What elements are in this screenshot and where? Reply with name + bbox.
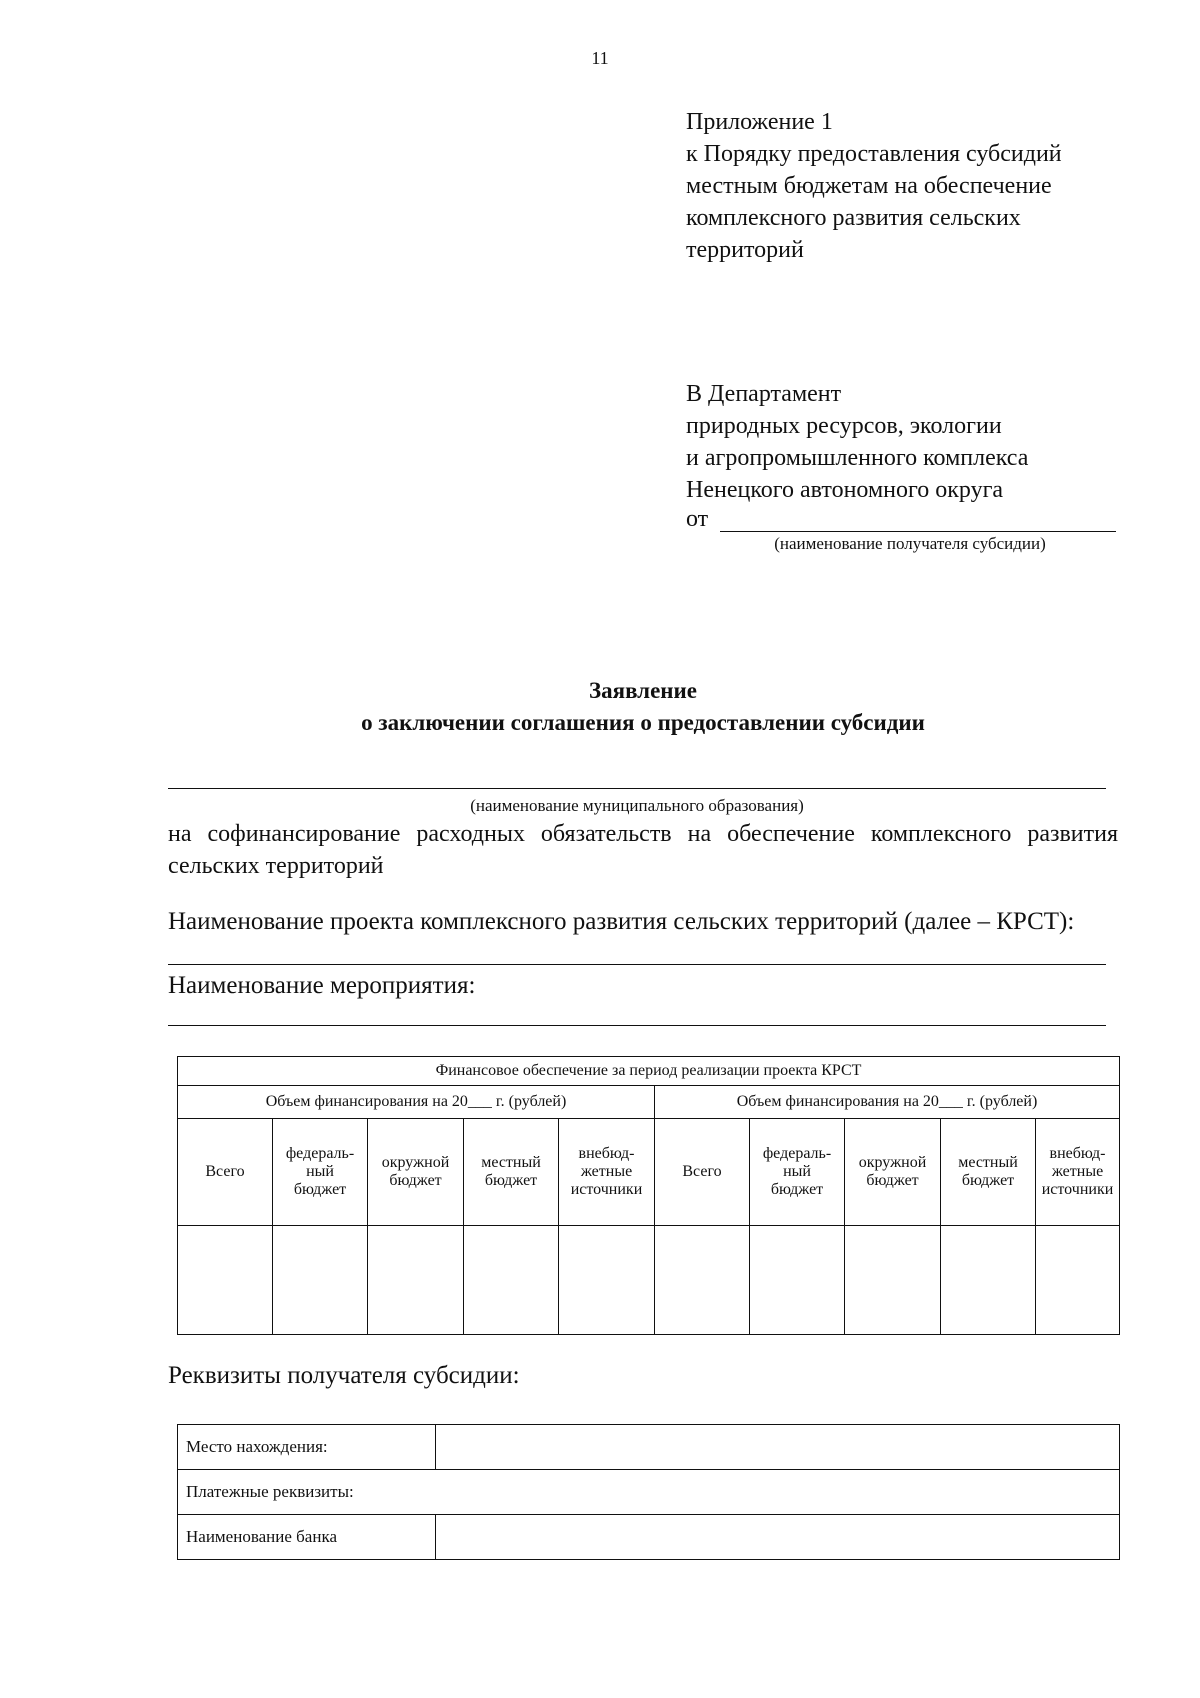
financing-value-cell[interactable] bbox=[273, 1226, 368, 1335]
document-title: Заявление bbox=[588, 678, 698, 703]
financing-value-cell[interactable] bbox=[750, 1226, 845, 1335]
purpose-text: на софинансирование расходных обязательств на обеспечение комплексного развития сельских территорий bbox=[168, 821, 1118, 879]
financing-value-cell[interactable] bbox=[464, 1226, 559, 1335]
requisites-value-cell[interactable] bbox=[436, 1425, 1120, 1470]
year-header-1: Объем финансирования на 20___ г. (рублей) bbox=[178, 1086, 655, 1119]
requisites-table bbox=[177, 1424, 1120, 1560]
financing-column-header: местный бюджет bbox=[464, 1119, 559, 1226]
requisites-row-label: Место нахождения: bbox=[178, 1425, 436, 1470]
financing-table-header: Финансовое обеспечение за период реализации проекта КРСТ bbox=[178, 1057, 1120, 1086]
event-blank-line[interactable] bbox=[168, 1025, 1106, 1026]
project-blank-line[interactable] bbox=[168, 964, 1106, 965]
addressee-block bbox=[686, 378, 1156, 506]
municipality-caption: (наименование муниципального образования) bbox=[470, 796, 804, 815]
addressee-line: Ненецкого автономного округа bbox=[686, 477, 1004, 503]
financing-column-header: внебюд- жетные источники bbox=[559, 1119, 655, 1226]
financing-column-header: внебюд- жетные источники bbox=[1036, 1119, 1120, 1226]
financing-value-cell[interactable] bbox=[368, 1226, 464, 1335]
year-header-2: Объем финансирования на 20___ г. (рублей) bbox=[655, 1086, 1120, 1119]
event-label: Наименование мероприятия: bbox=[168, 972, 476, 999]
requisites-row-label: Наименование банка bbox=[178, 1515, 436, 1560]
appendix-line: местным бюджетам на обеспечение bbox=[686, 173, 1052, 199]
requisites-value-cell[interactable] bbox=[436, 1515, 1120, 1560]
appendix-line: к Порядку предоставления субсидий bbox=[686, 141, 1062, 167]
page-number: 11 bbox=[591, 48, 609, 68]
financing-value-cell[interactable] bbox=[655, 1226, 750, 1335]
financing-value-cell[interactable] bbox=[178, 1226, 273, 1335]
project-label: Наименование проекта комплексного развития сельских территорий (далее – КРСТ): bbox=[168, 908, 1075, 935]
financing-column-header: окружной бюджет bbox=[368, 1119, 464, 1226]
financing-column-header: окружной бюджет bbox=[845, 1119, 941, 1226]
from-caption: (наименование получателя субсидии) bbox=[774, 534, 1046, 553]
financing-value-cell[interactable] bbox=[845, 1226, 941, 1335]
financing-column-header: федераль- ный бюджет bbox=[273, 1119, 368, 1226]
requisites-label: Реквизиты получателя субсидии: bbox=[168, 1362, 520, 1389]
financing-column-header: Всего bbox=[655, 1119, 750, 1226]
municipality-blank-line[interactable] bbox=[168, 788, 1106, 789]
financing-column-header: местный бюджет bbox=[941, 1119, 1036, 1226]
financing-value-cell[interactable] bbox=[941, 1226, 1036, 1335]
financing-column-header: Всего bbox=[178, 1119, 273, 1226]
financing-value-cell[interactable] bbox=[559, 1226, 655, 1335]
from-label: от bbox=[686, 506, 709, 532]
from-row bbox=[686, 506, 1116, 532]
from-blank-line[interactable] bbox=[720, 509, 1116, 532]
financing-column-header: федераль- ный бюджет bbox=[750, 1119, 845, 1226]
addressee-line: и агропромышленного комплекса bbox=[686, 445, 1029, 471]
financing-value-cell[interactable] bbox=[1036, 1226, 1120, 1335]
addressee-line: природных ресурсов, экологии bbox=[686, 413, 1002, 439]
document-subtitle: о заключении соглашения о предоставлении субсидии bbox=[361, 710, 925, 735]
appendix-line: территорий bbox=[686, 237, 804, 263]
appendix-line: комплексного развития сельских bbox=[686, 205, 1021, 231]
appendix-line: Приложение 1 bbox=[686, 109, 833, 135]
financing-table bbox=[177, 1056, 1120, 1335]
requisites-row-label[interactable]: Платежные реквизиты: bbox=[178, 1470, 1120, 1515]
appendix-block bbox=[686, 106, 1156, 266]
addressee-line: В Департамент bbox=[686, 381, 842, 407]
